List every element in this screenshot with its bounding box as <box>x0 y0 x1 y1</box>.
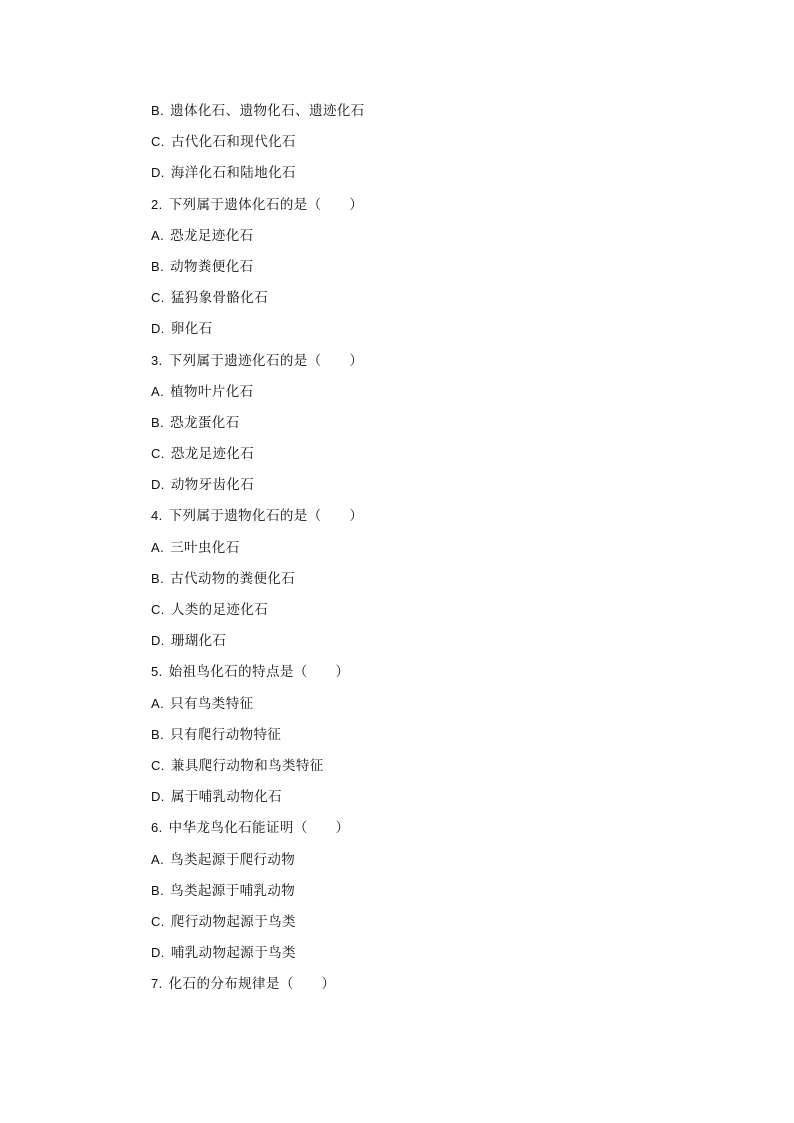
option-line <box>151 225 671 256</box>
question-number: 6. <box>151 820 163 836</box>
option-text: 鸟类起源于爬行动物 <box>170 851 296 868</box>
option-label: B. <box>151 414 165 430</box>
question-number: 2. <box>151 196 163 212</box>
option-label: A. <box>151 851 165 867</box>
question-text: 化石的分布规律是（ ） <box>168 976 336 993</box>
option-label: B. <box>151 726 165 742</box>
question-line <box>151 661 671 692</box>
question-text: 下列属于遗体化石的是（ ） <box>168 196 364 213</box>
option-line <box>151 786 671 817</box>
option-label: C. <box>151 134 165 150</box>
option-line <box>151 443 671 474</box>
option-label: C. <box>151 913 165 929</box>
question-line <box>151 817 671 848</box>
option-line <box>151 318 671 349</box>
option-text: 兼具爬行动物和鸟类特征 <box>170 757 324 774</box>
option-text: 人类的足迹化石 <box>170 602 269 618</box>
option-text: 珊瑚化石 <box>170 633 227 650</box>
option-text: 只有爬行动物特征 <box>170 726 282 743</box>
option-label: A. <box>151 383 165 399</box>
option-text: 卵化石 <box>170 321 213 338</box>
option-text: 爬行动物起源于鸟类 <box>170 913 296 930</box>
option-text: 遗体化石、遗物化石、遗迹化石 <box>170 103 365 119</box>
option-line <box>151 131 671 162</box>
option-line <box>151 599 671 630</box>
question-text: 下列属于遗物化石的是（ ） <box>168 508 364 525</box>
option-text: 只有鸟类特征 <box>170 695 254 712</box>
option-label: B. <box>151 570 165 586</box>
option-line <box>151 162 671 193</box>
option-text: 三叶虫化石 <box>170 539 240 556</box>
option-line <box>151 693 671 724</box>
option-text: 动物粪便化石 <box>170 258 254 275</box>
option-label: B. <box>151 103 165 118</box>
option-text: 古代动物的粪便化石 <box>170 570 296 587</box>
option-line <box>151 287 671 318</box>
option-label: C. <box>151 757 165 773</box>
option-line <box>151 474 671 505</box>
option-line <box>151 537 671 568</box>
option-line <box>151 880 671 911</box>
question-line <box>151 505 671 536</box>
option-line <box>151 724 671 755</box>
option-line <box>151 849 671 880</box>
option-line <box>151 381 671 412</box>
option-label: D. <box>151 633 165 649</box>
option-line <box>151 256 671 287</box>
option-text: 恐龙足迹化石 <box>170 227 254 244</box>
option-label: A. <box>151 227 165 243</box>
option-text: 哺乳动物起源于鸟类 <box>170 945 296 962</box>
option-text: 古代化石和现代化石 <box>170 134 296 151</box>
option-label: C. <box>151 290 165 306</box>
option-label: B. <box>151 882 165 898</box>
option-label: D. <box>151 477 165 493</box>
option-line <box>151 755 671 786</box>
option-label: D. <box>151 789 165 805</box>
option-text: 鸟类起源于哺乳动物 <box>170 882 296 899</box>
question-number: 4. <box>151 508 163 524</box>
question-number: 5. <box>151 664 163 680</box>
question-line <box>151 194 671 225</box>
question-line <box>151 973 671 1004</box>
question-text: 下列属于遗迹化石的是（ ） <box>168 352 364 369</box>
option-text: 恐龙蛋化石 <box>170 414 240 431</box>
option-label: D. <box>151 945 165 961</box>
question-text: 始祖鸟化石的特点是（ ） <box>168 664 350 681</box>
option-label: D. <box>151 165 165 181</box>
option-line <box>151 412 671 443</box>
question-number: 7. <box>151 976 163 992</box>
option-label: A. <box>151 695 165 711</box>
option-text: 属于哺乳动物化石 <box>170 789 283 806</box>
option-label: C. <box>151 602 165 617</box>
option-text: 猛犸象骨骼化石 <box>170 290 269 307</box>
option-text: 植物叶片化石 <box>170 383 254 400</box>
option-text: 动物牙齿化石 <box>170 477 255 494</box>
option-text: 海洋化石和陆地化石 <box>170 165 296 182</box>
option-label: A. <box>151 539 165 555</box>
option-line <box>151 630 671 661</box>
option-line <box>151 942 671 973</box>
question-list <box>151 100 671 1004</box>
option-label: B. <box>151 258 165 274</box>
question-number: 3. <box>151 352 163 368</box>
option-label: C. <box>151 446 165 462</box>
question-line <box>151 350 671 381</box>
option-line <box>151 568 671 599</box>
option-line <box>151 100 671 131</box>
option-label: D. <box>151 321 165 337</box>
option-text: 恐龙足迹化石 <box>170 446 255 463</box>
question-text: 中华龙鸟化石能证明（ ） <box>168 820 350 837</box>
option-line <box>151 911 671 942</box>
